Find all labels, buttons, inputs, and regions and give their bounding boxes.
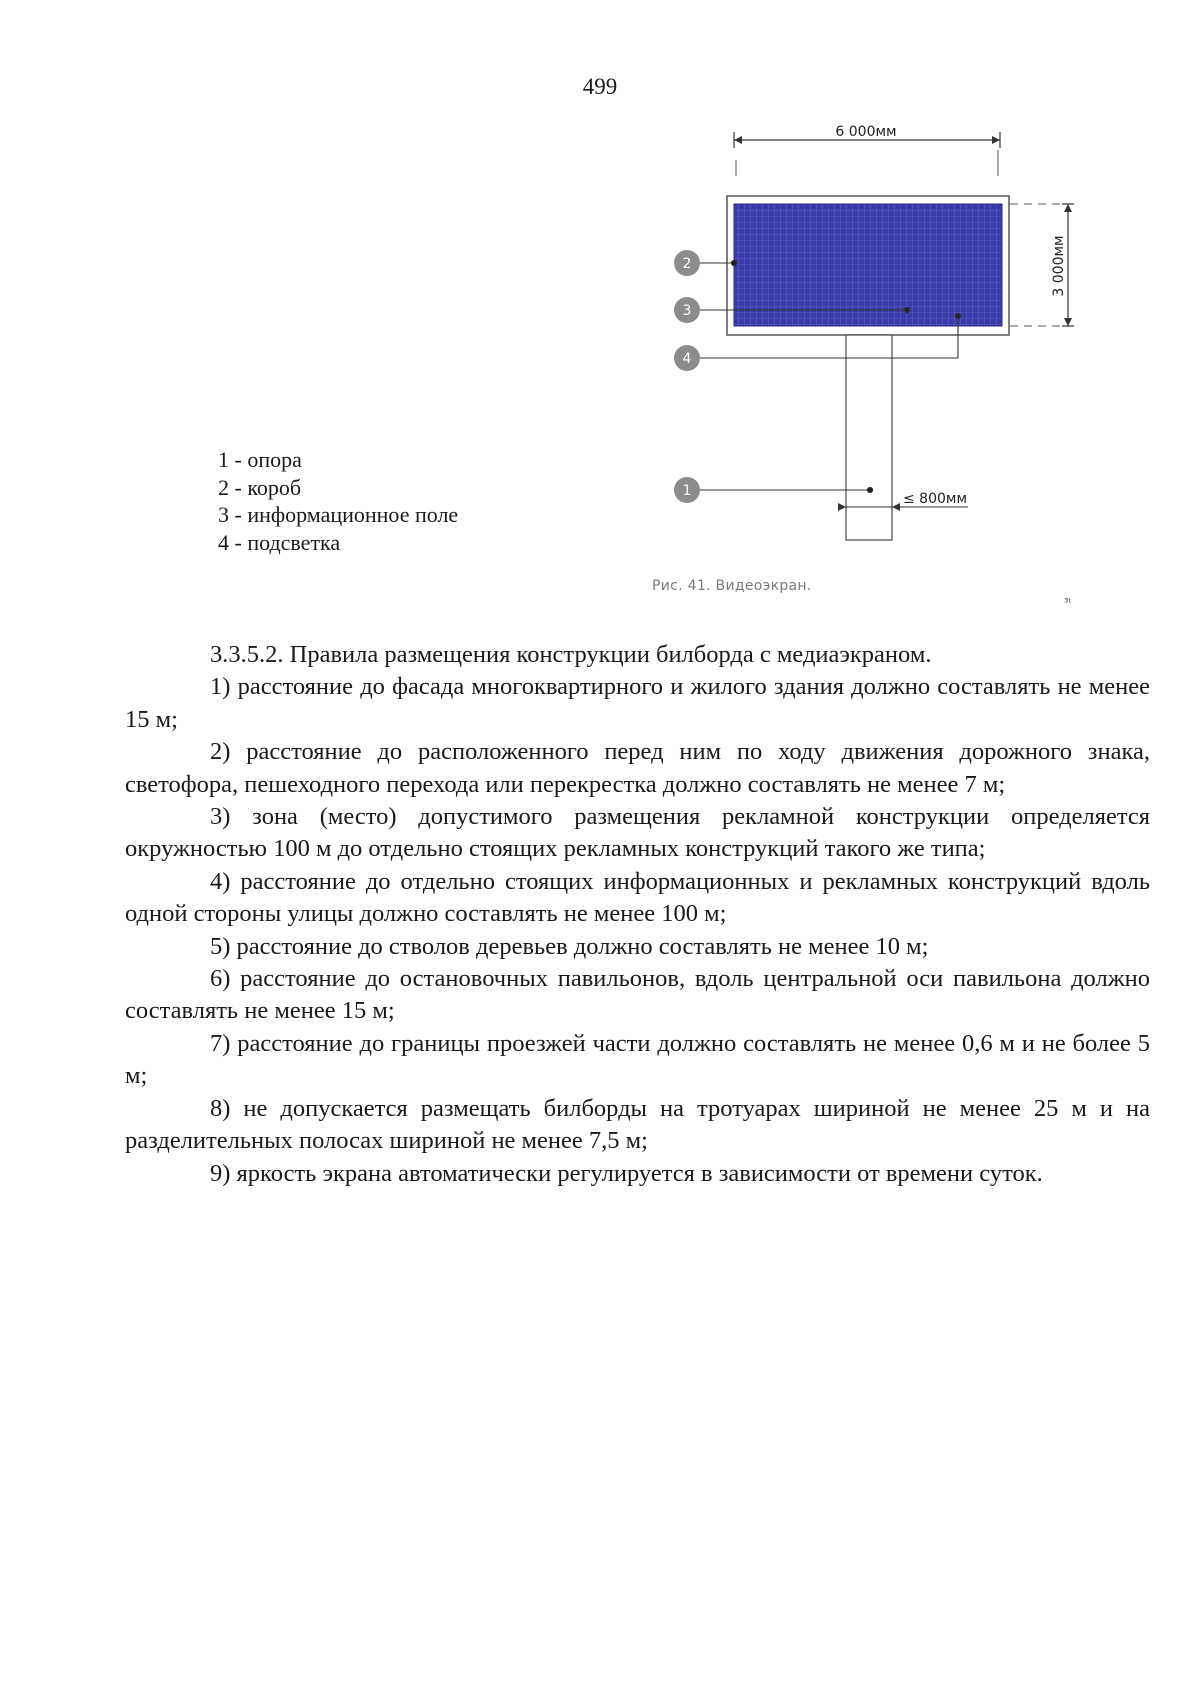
marker-1: [674, 477, 700, 503]
svg-text:2: 2: [682, 256, 692, 272]
marker-3: [674, 297, 700, 323]
dimension-support-label: ≤ 800мм: [903, 491, 968, 507]
legend-item-info-field: 3 - информационное поле: [218, 502, 459, 527]
figure-legend: [218, 446, 458, 556]
rule-item-3: 3) зона (место) допустимого размещения рекламной конструкции определяется окружностью 100 м до отдельно стоящих рекламных конструкций такого же типа;: [125, 803, 1150, 863]
screen-field: [734, 204, 1002, 326]
dimension-width-label: 6 000мм: [835, 124, 897, 140]
page-number: 499: [582, 74, 618, 99]
legend-item-support: 1 - опора: [218, 447, 302, 472]
width-dimension: [734, 124, 1000, 176]
svg-text:1: 1: [682, 483, 692, 499]
marker-2: [674, 250, 700, 276]
rule-item-7: 7) расстояние до границы проезжей части должно составлять не менее 0,6 м и не более 5 м;: [125, 1029, 1150, 1090]
figure-caption: Рис. 41. Видеоэкран.: [652, 578, 812, 594]
rule-item-6: 6) расстояние до остановочных павильонов, вдоль центральной оси павильона должно составлять не менее 15 м;: [125, 965, 1150, 1025]
legend-item-lighting: 4 - подсветка: [218, 529, 341, 555]
section-body: [125, 639, 1150, 1190]
rule-item-8: 8) не допускается размещать билборды на тротуарах шириной не менее 25 м и на разделительных полосах шириной не менее 7,5 м;: [125, 1094, 1150, 1155]
marker-4: [674, 345, 700, 371]
billboard-diagram: [0, 0, 1200, 620]
rule-item-4: 4) расстояние до отдельно стоящих информационных и рекламных конструкций вдоль одной стороны улицы должно составлять не менее 100 м;: [125, 867, 1150, 928]
svg-text:4: 4: [682, 351, 692, 367]
rule-item-2: 2) расстояние до расположенного перед ним по ходу движения дорожного знака, светофора, пешеходного перехода или перекрестка должно составлять не менее 7 м;: [125, 738, 1150, 798]
scan-mark: ³ᵗ: [1064, 596, 1072, 609]
svg-text:3: 3: [682, 303, 692, 319]
rule-item-5: 5) расстояние до стволов деревьев должно составлять не менее 10 м;: [210, 932, 929, 960]
legend-item-box: 2 - короб: [218, 474, 302, 500]
rule-item-9: 9) яркость экрана автоматически регулируется в зависимости от времени суток.: [210, 1159, 1043, 1187]
height-dimension: [1010, 204, 1074, 326]
rule-item-1: 1) расстояние до фасада многоквартирного и жилого здания должно составлять не менее 15 м;: [125, 673, 1150, 733]
dimension-height-label: 3 000мм: [1051, 235, 1067, 297]
section-heading: 3.3.5.2. Правила размещения конструкции билборда с медиаэкраном.: [210, 641, 932, 668]
support-pole: [846, 335, 892, 540]
